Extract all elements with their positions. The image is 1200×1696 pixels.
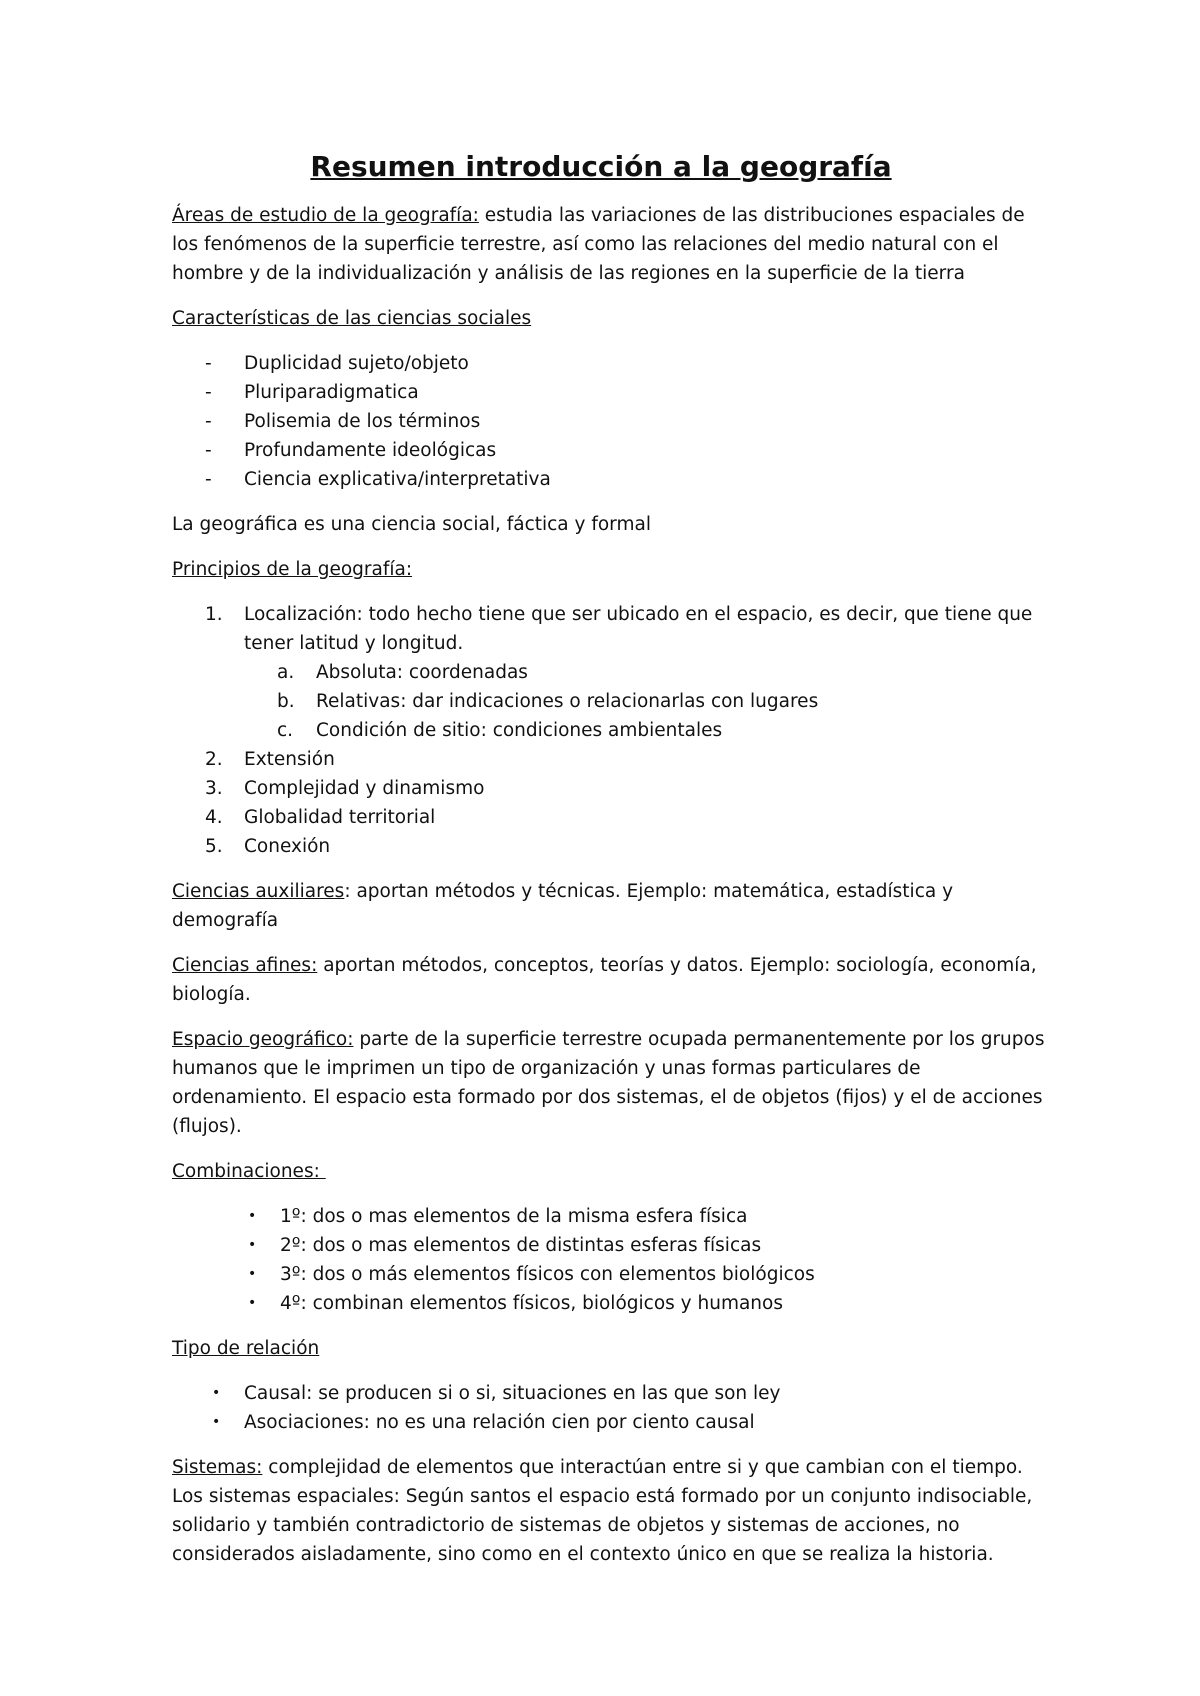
list-item-text: Globalidad territorial xyxy=(244,807,436,828)
letter-marker: a. xyxy=(277,662,295,683)
list-item-text: Localización: todo hecho tiene que ser ubicado en el espacio, es decir, que tiene que tener latitud y longitud. xyxy=(244,604,1033,654)
caracteristicas-list xyxy=(172,349,1050,494)
afines-label: Ciencias afines: xyxy=(172,955,318,976)
espacio-paragraph xyxy=(172,1025,1050,1141)
dash-marker: - xyxy=(205,382,212,403)
sistemas-paragraph xyxy=(172,1453,1050,1569)
list-item-text: Pluriparadigmatica xyxy=(244,382,419,403)
list-item-text: Extensión xyxy=(244,749,335,770)
caracteristicas-heading xyxy=(172,304,1050,333)
list-item xyxy=(172,349,1050,378)
sublist-item xyxy=(244,658,1050,687)
list-item xyxy=(172,1231,1050,1260)
sublist-item-text: Absoluta: coordenadas xyxy=(316,662,528,683)
bullet-marker: • xyxy=(248,1208,257,1224)
list-item xyxy=(172,465,1050,494)
list-item xyxy=(172,407,1050,436)
list-item xyxy=(172,436,1050,465)
list-item-text: Profundamente ideológicas xyxy=(244,440,497,461)
bullet-marker: • xyxy=(248,1237,257,1253)
sublist-item xyxy=(244,716,1050,745)
list-item xyxy=(172,1260,1050,1289)
relacion-list xyxy=(172,1379,1050,1437)
sublist-item-text: Condición de sitio: condiciones ambientales xyxy=(316,720,723,741)
list-item-text: Asociaciones: no es una relación cien por ciento causal xyxy=(244,1412,755,1433)
geografica-paragraph: La geográfica es una ciencia social, fáctica y formal xyxy=(172,514,651,535)
list-item-text: Polisemia de los términos xyxy=(244,411,481,432)
areas-paragraph xyxy=(172,201,1050,288)
list-item-text: Complejidad y dinamismo xyxy=(244,778,485,799)
bullet-marker: • xyxy=(212,1414,221,1430)
list-item xyxy=(172,803,1050,832)
relacion-heading xyxy=(172,1334,1050,1363)
sistemas-text: complejidad de elementos que interactúan entre si y que cambian con el tiempo. Los sistemas espaciales: Según santos el espacio está formado por un conjunto indisociable, solidario y también contradictorio de sistemas de objetos y sistemas de acciones, no considerados aisladamente, sino como en el contexto único en que se realiza la historia. xyxy=(172,1457,1033,1565)
combinaciones-label: Combinaciones: xyxy=(172,1161,326,1182)
list-item-text: Conexión xyxy=(244,836,331,857)
list-item xyxy=(172,600,1050,745)
number-marker: 3. xyxy=(205,778,223,799)
auxiliares-text: : aportan métodos y técnicas. Ejemplo: matemática, estadística y demografía xyxy=(172,881,954,931)
list-item-text: 3º: dos o más elementos físicos con elementos biológicos xyxy=(280,1264,815,1285)
espacio-label: Espacio geográfico: xyxy=(172,1029,354,1050)
list-item xyxy=(172,1379,1050,1408)
relacion-label: Tipo de relación xyxy=(172,1338,320,1359)
areas-label: Áreas de estudio de la geografía: xyxy=(172,205,479,226)
dash-marker: - xyxy=(205,469,212,490)
afines-text: aportan métodos, conceptos, teorías y datos. Ejemplo: sociología, economía, biología. xyxy=(172,955,1037,1005)
number-marker: 5. xyxy=(205,836,223,857)
document-title: Resumen introducción a la geografía xyxy=(310,150,892,183)
dash-marker: - xyxy=(205,440,212,461)
list-item-text: Causal: se producen si o si, situaciones en las que son ley xyxy=(244,1383,781,1404)
caracteristicas-label: Características de las ciencias sociales xyxy=(172,308,532,329)
principios-list xyxy=(172,600,1050,861)
bullet-marker: • xyxy=(248,1266,257,1282)
number-marker: 4. xyxy=(205,807,223,828)
afines-paragraph xyxy=(172,951,1050,1009)
principios-heading xyxy=(172,555,1050,584)
list-item xyxy=(172,1202,1050,1231)
list-item-text: 4º: combinan elementos físicos, biológicos y humanos xyxy=(280,1293,783,1314)
list-item-text: 1º: dos o mas elementos de la misma esfera física xyxy=(280,1206,748,1227)
number-marker: 1. xyxy=(205,604,223,625)
bullet-marker: • xyxy=(212,1385,221,1401)
number-marker: 2. xyxy=(205,749,223,770)
list-item xyxy=(172,378,1050,407)
principios-label: Principios de la geografía: xyxy=(172,559,413,580)
areas-text: estudia las variaciones de las distribuciones espaciales de los fenómenos de la superficie terrestre, así como las relaciones del medio natural con el hombre y de la individualización y análisis de las regiones en la superficie de la tierra xyxy=(172,205,1025,284)
sublist-item-text: Relativas: dar indicaciones o relacionarlas con lugares xyxy=(316,691,819,712)
list-item-text: Ciencia explicativa/interpretativa xyxy=(244,469,551,490)
auxiliares-paragraph xyxy=(172,877,1050,935)
dash-marker: - xyxy=(205,411,212,432)
list-item xyxy=(172,1408,1050,1437)
localizacion-sublist xyxy=(244,658,1050,745)
list-item xyxy=(172,774,1050,803)
combinaciones-heading xyxy=(172,1157,1050,1186)
espacio-text: parte de la superficie terrestre ocupada permanentemente por los grupos humanos que le imprimen un tipo de organización y unas formas particulares de ordenamiento. El espacio esta formado por dos sistemas, el de objetos (fijos) y el de acciones (flujos). xyxy=(172,1029,1045,1137)
bullet-marker: • xyxy=(248,1295,257,1311)
list-item-text: Duplicidad sujeto/objeto xyxy=(244,353,469,374)
letter-marker: b. xyxy=(277,691,295,712)
list-item xyxy=(172,832,1050,861)
letter-marker: c. xyxy=(277,720,294,741)
list-item xyxy=(172,745,1050,774)
dash-marker: - xyxy=(205,353,212,374)
auxiliares-label: Ciencias auxiliares xyxy=(172,881,345,902)
list-item-text: 2º: dos o mas elementos de distintas esferas físicas xyxy=(280,1235,762,1256)
list-item xyxy=(172,1289,1050,1318)
combinaciones-list xyxy=(172,1202,1050,1318)
sistemas-label: Sistemas: xyxy=(172,1457,263,1478)
sublist-item xyxy=(244,687,1050,716)
